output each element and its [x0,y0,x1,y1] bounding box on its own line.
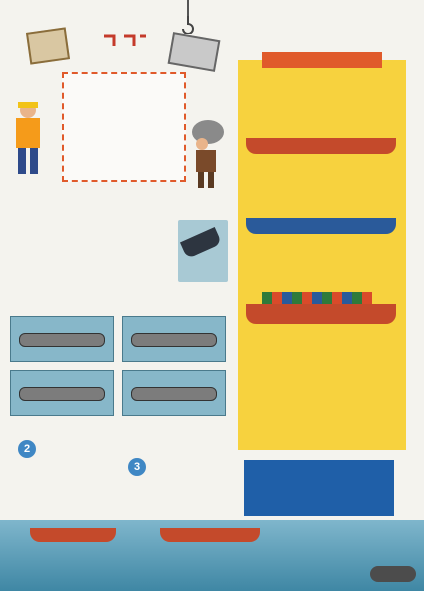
hooks-icon [100,32,150,57]
tanker-ship-illustration [246,138,396,154]
cargo-crate-left [26,27,70,64]
dock-panel-2 [122,316,226,362]
dock-panel-3 [10,370,114,416]
dredger-ship-left [30,528,116,542]
dock-panel-4 [122,370,226,416]
port-worker-figure [8,100,48,178]
cargo-crate-right [168,32,221,72]
submarine-illustration [370,566,416,582]
bulk-carrier-illustration [246,218,396,234]
porter-figure [188,118,228,190]
facts-panel [238,60,406,450]
sinking-ship-illustration [178,220,228,282]
dredger-ship-right [160,528,260,542]
port-workers-box [62,72,186,182]
step-2-badge: 2 [18,440,36,458]
step-3-badge: 3 [128,458,146,476]
facts-ribbon [262,52,382,68]
dock-panel-1 [10,316,114,362]
container-stack [262,292,372,304]
container-ship-illustration [246,304,396,324]
blue-note [244,460,394,516]
